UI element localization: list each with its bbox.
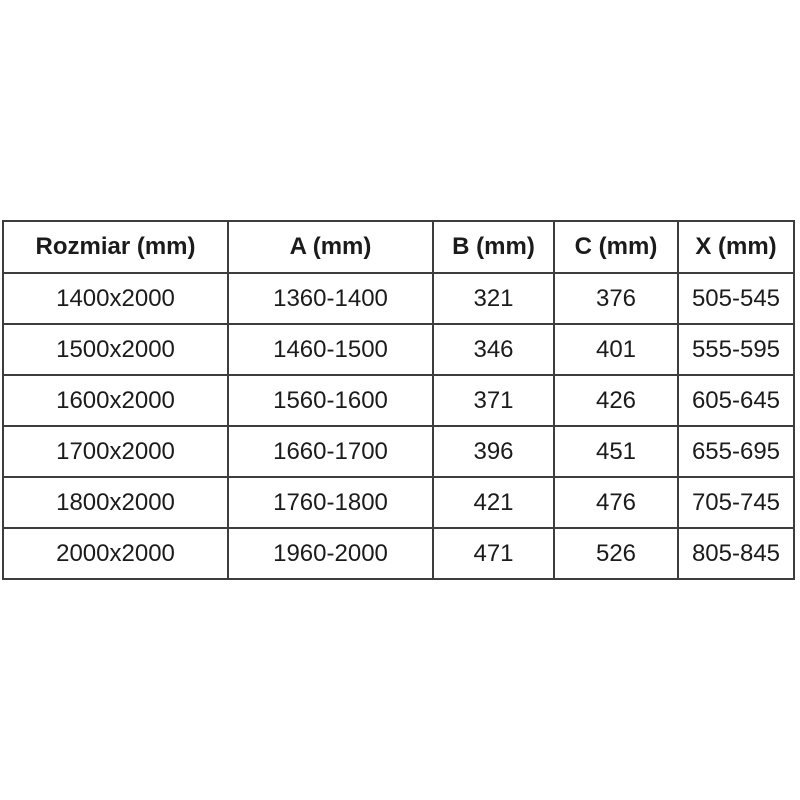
table-cell: 321 xyxy=(433,273,554,324)
table-cell: 1960-2000 xyxy=(228,528,433,579)
table-cell: 805-845 xyxy=(678,528,794,579)
table-row xyxy=(3,375,794,426)
table-cell: 426 xyxy=(554,375,678,426)
table-cell: 705-745 xyxy=(678,477,794,528)
table-cell: 1660-1700 xyxy=(228,426,433,477)
table-cell: 605-645 xyxy=(678,375,794,426)
dimensions-table xyxy=(2,220,795,580)
header-row xyxy=(3,221,794,273)
column-header: B (mm) xyxy=(433,221,554,273)
table-cell: 1560-1600 xyxy=(228,375,433,426)
table-body xyxy=(3,273,794,579)
column-header: Rozmiar (mm) xyxy=(3,221,228,273)
table-cell: 505-545 xyxy=(678,273,794,324)
table-cell: 1800x2000 xyxy=(3,477,228,528)
table-cell: 1760-1800 xyxy=(228,477,433,528)
table-cell: 555-595 xyxy=(678,324,794,375)
column-header: X (mm) xyxy=(678,221,794,273)
table-cell: 396 xyxy=(433,426,554,477)
table-cell: 655-695 xyxy=(678,426,794,477)
table-cell: 346 xyxy=(433,324,554,375)
table-cell: 2000x2000 xyxy=(3,528,228,579)
table-row xyxy=(3,528,794,579)
table-cell: 1460-1500 xyxy=(228,324,433,375)
table-cell: 1500x2000 xyxy=(3,324,228,375)
table-cell: 1400x2000 xyxy=(3,273,228,324)
table-cell: 1700x2000 xyxy=(3,426,228,477)
table-row xyxy=(3,426,794,477)
table-cell: 526 xyxy=(554,528,678,579)
table-cell: 371 xyxy=(433,375,554,426)
table-cell: 1360-1400 xyxy=(228,273,433,324)
table-cell: 476 xyxy=(554,477,678,528)
table-cell: 451 xyxy=(554,426,678,477)
column-header: C (mm) xyxy=(554,221,678,273)
table-cell: 421 xyxy=(433,477,554,528)
table-cell: 1600x2000 xyxy=(3,375,228,426)
table-row xyxy=(3,273,794,324)
table-cell: 471 xyxy=(433,528,554,579)
table-cell: 401 xyxy=(554,324,678,375)
table-cell: 376 xyxy=(554,273,678,324)
column-header: A (mm) xyxy=(228,221,433,273)
table-row xyxy=(3,477,794,528)
table-row xyxy=(3,324,794,375)
